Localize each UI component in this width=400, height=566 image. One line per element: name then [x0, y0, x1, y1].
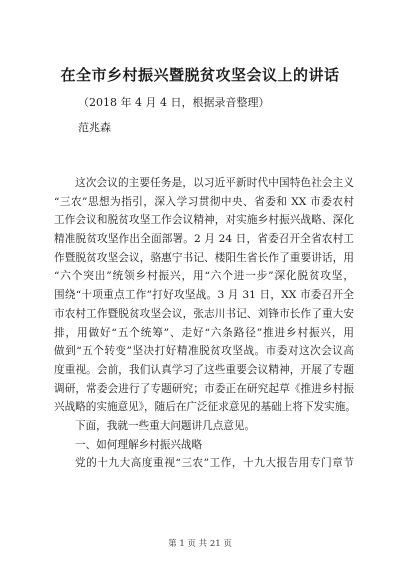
- paragraph-line: 作暨脱贫攻坚会议，骆惠宁书记、楼阳生省长作了重要讲话，用: [54, 251, 354, 264]
- page-footer: 第 1 页 共 21 页: [168, 539, 232, 549]
- paragraph-line: “六个突出”统领乡村振兴，用“六个进一步”深化脱贫攻坚，: [54, 270, 354, 283]
- section-heading: 一、如何理解乡村振兴战略: [75, 438, 203, 451]
- paragraph-line: 市农村工作暨脱贫攻坚会议，张志川书记、刘锋市长作了重大安: [54, 307, 354, 320]
- paragraph-line: 围绕“十项重点工作”打好攻坚战。3 月 31 日，XX 市委召开全: [54, 289, 354, 302]
- document-subtitle: （2018 年 4 月 4 日，根据录音整理）: [78, 96, 270, 109]
- paragraph-line: 调研，常委会进行了专题研究；市委正在研究起草《推进乡村振: [54, 382, 354, 395]
- paragraph-line: 兴战略的实施意见》，随后在广泛征求意见的基础上将下发实施。: [54, 401, 356, 414]
- paragraph-line: 排，用做好“五个统筹”、走好“六条路径”推进乡村振兴，用: [54, 326, 354, 339]
- paragraph-line: 工作会议和脱贫攻坚工作会议精神，对实施乡村振兴战略、深化: [54, 214, 354, 227]
- paragraph-line: 做到“五个转变”坚决打好精准脱贫攻坚战。市委对这次会议高: [54, 345, 354, 358]
- paragraph-line: “三农”思想为指引，深入学习贯彻中央、省委和 XX 市委农村: [54, 195, 354, 208]
- document-body: [54, 174, 354, 473]
- paragraph-line: 下面，我就一些重大问题讲几点意见。: [75, 419, 256, 432]
- paragraph-line: 度重视。会前，我们认真学习了这些重要会议精神，开展了专题: [54, 363, 354, 376]
- document-title: 在全市乡村振兴暨脱贫攻坚会议上的讲话: [60, 66, 340, 84]
- paragraph-line: 党的十九大高度重视“三农”工作，十九大报告用专门章节: [75, 457, 354, 470]
- paragraph-line: 精准脱贫攻坚作出全面部署。2 月 24 日，省委召开全省农村工: [54, 233, 354, 246]
- paragraph-line: 这次会议的主要任务是，以习近平新时代中国特色社会主义: [75, 177, 354, 189]
- document-author: 范兆森: [78, 121, 111, 134]
